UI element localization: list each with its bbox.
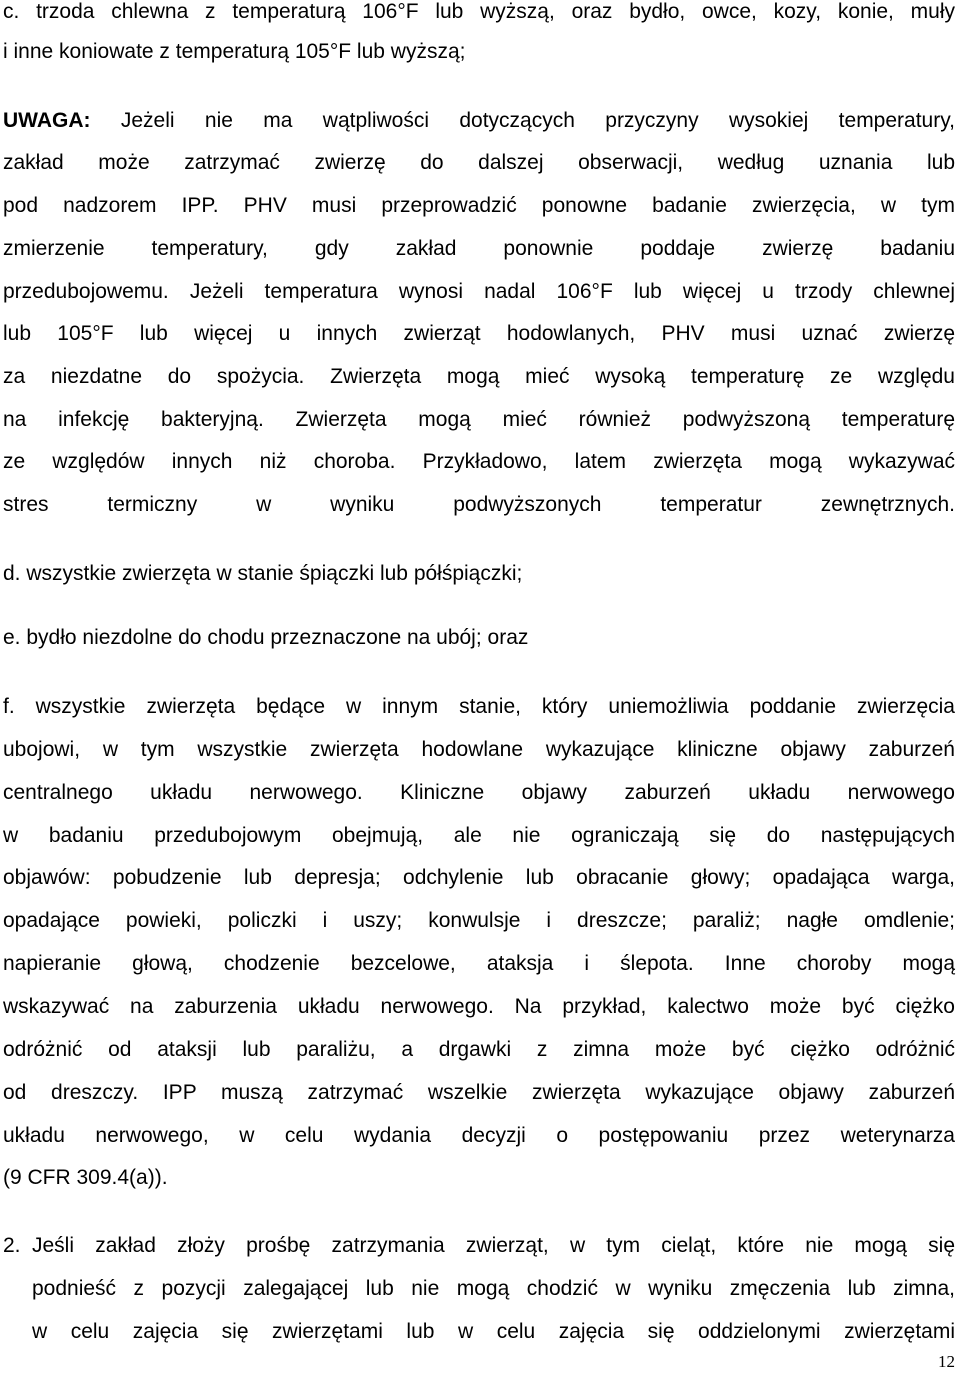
note-line-1-text: Jeżeli nie ma wątpliwości dotyczących przyczyny wysokiej temperatury, [90,109,955,132]
item-2-number: 2. [3,1234,21,1257]
note-line-2: zakład może zatrzymać zwierzę do dalszej obserwacji, według uznania lub [3,151,955,174]
item-f-line-8: wskazywać na zaburzenia układu nerwowego. Na przykład, kalectwo może być ciężko [3,995,955,1018]
item-e: e. bydło niezdolne do chodu przeznaczone na ubój; oraz [3,626,529,649]
item-f-line-12: (9 CFR 309.4(a)). [3,1166,168,1189]
note-line-8: na infekcję bakteryjną. Zwierzęta mogą mieć również podwyższoną temperaturę [3,408,955,431]
item-f-line-9: odróżnić od ataksji lub paraliżu, a drgawki z zimna może być ciężko odróżnić [3,1038,955,1061]
item-c-line-1: c. trzoda chlewna z temperaturą 106°F lub wyższą, oraz bydło, owce, kozy, konie, muły [3,0,955,23]
item-f-line-6: opadające powieki, policzki i uszy; konwulsje i dreszcze; paraliż; nagłe omdlenie; [3,909,955,932]
item-f-line-10: od dreszczy. IPP muszą zatrzymać wszelkie zwierzęta wykazujące objawy zaburzeń [3,1081,955,1104]
item-d: d. wszystkie zwierzęta w stanie śpiączki lub półśpiączki; [3,562,523,585]
item-2-line-2: podnieść z pozycji zalegającej lub nie mogą chodzić w wyniku zmęczenia lub zimna, [32,1277,955,1300]
item-f-line-7: napieranie głową, chodzenie bezcelowe, ataksja i ślepota. Inne choroby mogą [3,952,955,975]
note-line-9: ze względów innych niż choroba. Przykładowo, latem zwierzęta mogą wykazywać [3,450,955,473]
item-f-line-4: w badaniu przedubojowym obejmują, ale nie ograniczają się do następujących [3,824,955,847]
note-line-4: zmierzenie temperatury, gdy zakład ponownie poddaje zwierzę badaniu [3,237,955,260]
item-f-line-5: objawów: pobudzenie lub depresja; odchylenie lub obracanie głowy; opadająca warga, [3,866,955,889]
note-line-10: stres termiczny w wyniku podwyższonych temperatur zewnętrznych. [3,493,955,516]
note-line-7: za niezdatne do spożycia. Zwierzęta mogą mieć wysoką temperaturę ze względu [3,365,955,388]
note-line-1 [3,109,955,133]
item-f-line-3: centralnego układu nerwowego. Kliniczne objawy zaburzeń układu nerwowego [3,781,955,804]
note-line-6: lub 105°F lub więcej u innych zwierząt hodowlanych, PHV musi uznać zwierzę [3,322,955,345]
item-f-line-11: układu nerwowego, w celu wydania decyzji o postępowaniu przez weterynarza [3,1124,955,1147]
item-f-line-1: f. wszystkie zwierzęta będące w innym stanie, który uniemożliwia poddanie zwierzęcia [3,695,955,718]
note-line-3: pod nadzorem IPP. PHV musi przeprowadzić ponowne badanie zwierzęcia, w tym [3,194,955,217]
item-c-line-2: i inne koniowate z temperaturą 105°F lub wyższą; [3,40,466,63]
note-line-5: przedubojowemu. Jeżeli temperatura wynosi nadal 106°F lub więcej u trzody chlewnej [3,280,955,303]
note-label: UWAGA: [3,109,91,132]
item-2-line-3: w celu zajęcia się zwierzętami lub w celu zajęcia się oddzielonymi zwierzętami [32,1320,955,1343]
item-2-line-1: Jeśli zakład złoży prośbę zatrzymania zwierząt, w tym cieląt, które nie mogą się [32,1234,955,1257]
page-number: 12 [938,1352,955,1371]
item-f-line-2: ubojowi, w tym wszystkie zwierzęta hodowlane wykazujące kliniczne objawy zaburzeń [3,738,955,761]
